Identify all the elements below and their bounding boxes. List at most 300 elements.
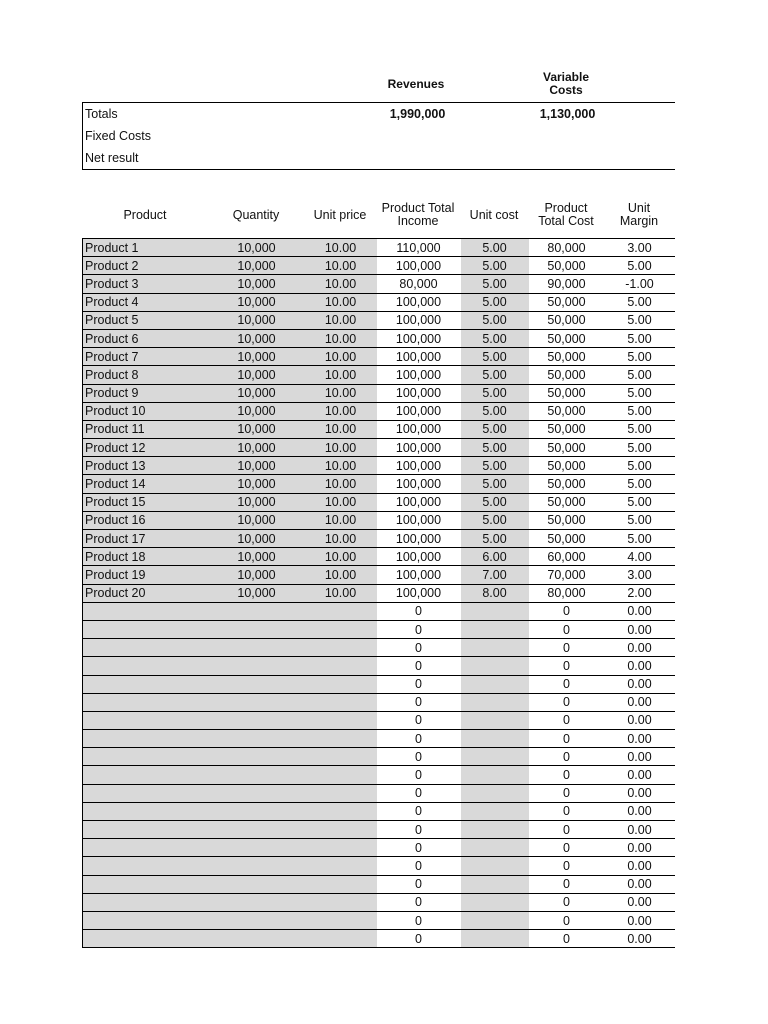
product-name-cell[interactable] [83,911,209,929]
unit-price-cell[interactable]: 10.00 [305,348,377,366]
unit-price-cell[interactable]: 10.00 [305,402,377,420]
unit-price-cell[interactable] [305,839,377,857]
quantity-cell[interactable]: 10,000 [209,475,305,493]
unit-price-cell[interactable] [305,821,377,839]
total-income-cell[interactable]: 100,000 [377,329,461,347]
product-name-cell[interactable] [83,639,209,657]
total-income-cell[interactable]: 100,000 [377,257,461,275]
total-income-cell[interactable]: 0 [377,693,461,711]
summary-variable-costs-cell[interactable] [529,125,605,147]
total-income-cell[interactable]: 0 [377,893,461,911]
unit-cost-column-header[interactable] [460,192,528,238]
unit-price-cell[interactable]: 10.00 [305,420,377,438]
total-income-cell[interactable]: 100,000 [377,420,461,438]
unit-margin-cell[interactable]: 0.00 [605,693,675,711]
total-income-cell[interactable]: 100,000 [377,548,461,566]
variable-costs-header[interactable] [528,66,604,102]
unit-margin-cell[interactable]: 3.00 [605,239,675,257]
quantity-cell[interactable] [209,748,305,766]
unit-price-cell[interactable]: 10.00 [305,384,377,402]
total-income-cell[interactable]: 100,000 [377,530,461,548]
unit-margin-cell[interactable]: 5.00 [605,257,675,275]
unit-margin-cell[interactable]: 0.00 [605,857,675,875]
product-name-cell[interactable] [83,602,209,620]
unit-margin-cell[interactable]: -1.00 [605,275,675,293]
summary-variable-costs-cell[interactable] [529,147,605,170]
total-cost-cell[interactable]: 60,000 [529,548,605,566]
quantity-cell[interactable] [209,893,305,911]
summary-revenues-cell[interactable] [376,147,458,170]
total-income-cell[interactable]: 100,000 [377,384,461,402]
total-cost-cell[interactable]: 0 [529,711,605,729]
unit-cost-cell[interactable]: 5.00 [461,384,529,402]
total-income-cell[interactable]: 0 [377,784,461,802]
unit-price-cell[interactable] [305,748,377,766]
quantity-cell[interactable] [209,711,305,729]
quantity-cell[interactable]: 10,000 [209,257,305,275]
unit-cost-cell[interactable] [461,875,529,893]
product-name-cell[interactable]: Product 10 [83,402,209,420]
unit-margin-cell[interactable]: 0.00 [605,784,675,802]
total-income-cell[interactable]: 100,000 [377,439,461,457]
product-name-cell[interactable]: Product 9 [83,384,209,402]
unit-price-cell[interactable]: 10.00 [305,257,377,275]
product-name-cell[interactable] [83,675,209,693]
unit-margin-cell[interactable]: 0.00 [605,766,675,784]
total-cost-cell[interactable]: 50,000 [529,511,605,529]
unit-price-cell[interactable]: 10.00 [305,584,377,602]
quantity-cell[interactable]: 10,000 [209,239,305,257]
quantity-cell[interactable]: 10,000 [209,366,305,384]
total-income-cell[interactable]: 100,000 [377,311,461,329]
quantity-cell[interactable]: 10,000 [209,420,305,438]
product-name-cell[interactable] [83,839,209,857]
total-cost-cell[interactable]: 50,000 [529,420,605,438]
product-name-cell[interactable]: Product 20 [83,584,209,602]
unit-price-cell[interactable] [305,675,377,693]
unit-cost-cell[interactable] [461,730,529,748]
quantity-cell[interactable]: 10,000 [209,457,305,475]
unit-margin-cell[interactable]: 0.00 [605,748,675,766]
product-name-cell[interactable] [83,620,209,638]
unit-price-cell[interactable]: 10.00 [305,475,377,493]
product-name-cell[interactable] [83,893,209,911]
products-section [82,192,674,948]
unit-price-cell[interactable]: 10.00 [305,493,377,511]
total-income-cell[interactable]: 0 [377,711,461,729]
total-income-cell[interactable]: 0 [377,911,461,929]
product-name-cell[interactable]: Product 15 [83,493,209,511]
unit-cost-cell[interactable]: 5.00 [461,329,529,347]
unit-price-cell[interactable] [305,711,377,729]
unit-cost-cell[interactable] [461,639,529,657]
revenues-header[interactable] [375,66,457,102]
product-name-cell[interactable]: Product 5 [83,311,209,329]
total-cost-cell[interactable]: 0 [529,657,605,675]
unit-price-cell[interactable]: 10.00 [305,366,377,384]
product-name-cell[interactable] [83,693,209,711]
unit-price-cell[interactable] [305,657,377,675]
product-name-cell[interactable]: Product 3 [83,275,209,293]
unit-cost-cell[interactable] [461,766,529,784]
quantity-cell[interactable] [209,911,305,929]
summary-variable-costs-cell[interactable]: 1,130,000 [529,103,605,126]
unit-margin-cell[interactable]: 5.00 [605,329,675,347]
total-income-cell[interactable]: 0 [377,620,461,638]
unit-margin-cell[interactable]: 0.00 [605,675,675,693]
unit-cost-cell[interactable] [461,675,529,693]
unit-price-cell[interactable] [305,766,377,784]
total-cost-cell[interactable]: 50,000 [529,384,605,402]
quantity-cell[interactable] [209,857,305,875]
unit-price-cell[interactable]: 10.00 [305,511,377,529]
product-name-cell[interactable] [83,711,209,729]
product-name-cell[interactable]: Product 1 [83,239,209,257]
table-row [83,839,675,857]
unit-margin-cell[interactable]: 0.00 [605,802,675,820]
total-income-cell[interactable]: 0 [377,602,461,620]
total-income-cell[interactable]: 100,000 [377,402,461,420]
unit-price-cell[interactable] [305,693,377,711]
total-income-cell[interactable]: 100,000 [377,457,461,475]
total-cost-cell[interactable]: 50,000 [529,311,605,329]
summary-row-label[interactable]: Fixed Costs [83,125,376,147]
quantity-cell[interactable]: 10,000 [209,293,305,311]
unit-price-column-header[interactable] [304,192,376,238]
unit-margin-cell[interactable]: 5.00 [605,348,675,366]
unit-cost-cell[interactable] [461,602,529,620]
total-cost-cell[interactable]: 50,000 [529,366,605,384]
quantity-cell[interactable]: 10,000 [209,402,305,420]
total-income-cell[interactable]: 100,000 [377,584,461,602]
unit-margin-cell[interactable]: 0.00 [605,911,675,929]
quantity-cell[interactable]: 10,000 [209,511,305,529]
product-name-cell[interactable] [83,730,209,748]
unit-margin-cell[interactable]: 0.00 [605,657,675,675]
quantity-cell[interactable] [209,766,305,784]
unit-price-cell[interactable] [305,857,377,875]
total-cost-cell[interactable]: 50,000 [529,493,605,511]
total-cost-cell[interactable]: 50,000 [529,457,605,475]
total-income-cell[interactable]: 0 [377,930,461,948]
total-income-cell[interactable]: 0 [377,821,461,839]
unit-cost-cell[interactable] [461,657,529,675]
product-name-cell[interactable]: Product 4 [83,293,209,311]
product-name-cell[interactable] [83,857,209,875]
total-cost-cell[interactable]: 0 [529,766,605,784]
quantity-cell[interactable] [209,693,305,711]
summary-empty-cell[interactable] [458,103,529,126]
total-income-cell[interactable]: 100,000 [377,511,461,529]
total-income-cell[interactable]: 110,000 [377,239,461,257]
total-income-cell[interactable]: 0 [377,839,461,857]
total-income-column-header[interactable] [376,192,460,238]
total-income-cell[interactable]: 100,000 [377,493,461,511]
unit-margin-cell[interactable]: 5.00 [605,420,675,438]
unit-cost-cell[interactable]: 5.00 [461,239,529,257]
unit-cost-cell[interactable]: 7.00 [461,566,529,584]
total-income-cell[interactable]: 80,000 [377,275,461,293]
product-name-cell[interactable]: Product 12 [83,439,209,457]
unit-price-cell[interactable] [305,930,377,948]
unit-margin-cell[interactable]: 5.00 [605,530,675,548]
total-cost-cell[interactable]: 0 [529,821,605,839]
total-cost-cell[interactable]: 80,000 [529,584,605,602]
quantity-cell[interactable]: 10,000 [209,548,305,566]
unit-margin-cell[interactable]: 4.00 [605,548,675,566]
product-name-cell[interactable]: Product 7 [83,348,209,366]
total-income-cell[interactable]: 0 [377,857,461,875]
product-name-cell[interactable] [83,766,209,784]
quantity-cell[interactable]: 10,000 [209,348,305,366]
quantity-cell[interactable]: 10,000 [209,530,305,548]
product-name-cell[interactable]: Product 18 [83,548,209,566]
total-income-cell[interactable]: 100,000 [377,293,461,311]
unit-price-cell[interactable]: 10.00 [305,239,377,257]
quantity-cell[interactable] [209,639,305,657]
total-cost-cell[interactable]: 50,000 [529,475,605,493]
product-name-cell[interactable]: Product 13 [83,457,209,475]
unit-cost-cell[interactable] [461,839,529,857]
unit-cost-cell[interactable]: 5.00 [461,493,529,511]
total-income-cell[interactable]: 0 [377,675,461,693]
unit-cost-cell[interactable] [461,857,529,875]
unit-cost-cell[interactable] [461,693,529,711]
unit-margin-cell[interactable]: 3.00 [605,566,675,584]
total-cost-cell[interactable]: 0 [529,639,605,657]
total-income-cell[interactable]: 0 [377,766,461,784]
total-cost-cell[interactable]: 90,000 [529,275,605,293]
total-income-cell[interactable]: 0 [377,657,461,675]
unit-price-cell[interactable] [305,602,377,620]
summary-empty-cell[interactable] [605,103,675,126]
product-name-cell[interactable] [83,875,209,893]
product-name-cell[interactable] [83,657,209,675]
total-cost-cell[interactable]: 0 [529,748,605,766]
total-income-cell[interactable]: 0 [377,730,461,748]
quantity-cell[interactable]: 10,000 [209,329,305,347]
unit-price-cell[interactable]: 10.00 [305,275,377,293]
quantity-cell[interactable]: 10,000 [209,566,305,584]
unit-price-cell[interactable] [305,730,377,748]
quantity-cell[interactable]: 10,000 [209,439,305,457]
summary-empty-cell[interactable] [605,125,675,147]
unit-cost-cell[interactable] [461,911,529,929]
quantity-cell[interactable] [209,875,305,893]
unit-margin-cell[interactable]: 5.00 [605,366,675,384]
quantity-cell[interactable] [209,675,305,693]
quantity-cell[interactable] [209,657,305,675]
summary-empty-cell[interactable] [458,147,529,170]
quantity-column-header[interactable] [208,192,304,238]
total-cost-cell[interactable]: 0 [529,839,605,857]
total-cost-cell[interactable]: 50,000 [529,293,605,311]
unit-margin-cell[interactable]: 0.00 [605,639,675,657]
unit-margin-cell[interactable]: 2.00 [605,584,675,602]
unit-price-cell[interactable] [305,893,377,911]
unit-price-cell[interactable]: 10.00 [305,293,377,311]
unit-cost-cell[interactable] [461,748,529,766]
summary-empty-cell[interactable] [605,147,675,170]
unit-margin-cell[interactable]: 0.00 [605,839,675,857]
quantity-cell[interactable] [209,784,305,802]
unit-price-cell[interactable]: 10.00 [305,329,377,347]
unit-cost-cell[interactable]: 5.00 [461,257,529,275]
quantity-cell[interactable]: 10,000 [209,493,305,511]
unit-price-cell[interactable] [305,639,377,657]
product-name-cell[interactable] [83,748,209,766]
unit-cost-cell[interactable]: 5.00 [461,420,529,438]
unit-cost-cell[interactable]: 6.00 [461,548,529,566]
unit-margin-cell[interactable]: 0.00 [605,602,675,620]
unit-price-cell[interactable] [305,802,377,820]
total-cost-cell[interactable]: 0 [529,784,605,802]
unit-cost-cell[interactable] [461,821,529,839]
total-income-cell[interactable]: 100,000 [377,366,461,384]
unit-margin-cell[interactable]: 5.00 [605,402,675,420]
unit-margin-cell[interactable]: 0.00 [605,821,675,839]
unit-cost-cell[interactable] [461,620,529,638]
unit-price-cell[interactable] [305,620,377,638]
total-cost-cell[interactable]: 80,000 [529,239,605,257]
product-name-cell[interactable] [83,821,209,839]
unit-price-cell[interactable] [305,911,377,929]
product-name-cell[interactable]: Product 19 [83,566,209,584]
unit-cost-cell[interactable]: 5.00 [461,530,529,548]
product-name-cell[interactable] [83,930,209,948]
unit-price-cell[interactable]: 10.00 [305,548,377,566]
unit-cost-cell[interactable] [461,893,529,911]
total-cost-cell[interactable]: 0 [529,930,605,948]
total-cost-cell[interactable]: 0 [529,602,605,620]
total-income-cell[interactable]: 100,000 [377,348,461,366]
summary-section [82,66,674,170]
total-income-cell[interactable]: 0 [377,748,461,766]
unit-cost-cell[interactable] [461,930,529,948]
total-cost-column-header[interactable] [528,192,604,238]
total-cost-cell[interactable]: 0 [529,875,605,893]
unit-margin-cell[interactable]: 0.00 [605,930,675,948]
unit-cost-cell[interactable] [461,802,529,820]
unit-cost-cell[interactable]: 5.00 [461,439,529,457]
quantity-cell[interactable]: 10,000 [209,275,305,293]
unit-cost-cell[interactable]: 5.00 [461,293,529,311]
summary-row-label[interactable]: Net result [83,147,376,170]
unit-margin-cell[interactable]: 5.00 [605,439,675,457]
total-income-cell[interactable]: 0 [377,802,461,820]
unit-margin-cell[interactable]: 0.00 [605,893,675,911]
unit-margin-cell[interactable]: 0.00 [605,875,675,893]
total-cost-cell[interactable]: 0 [529,693,605,711]
unit-margin-cell[interactable]: 5.00 [605,457,675,475]
total-cost-cell[interactable]: 0 [529,620,605,638]
unit-cost-cell[interactable] [461,711,529,729]
unit-cost-cell[interactable]: 5.00 [461,475,529,493]
unit-cost-cell[interactable]: 5.00 [461,457,529,475]
product-name-cell[interactable] [83,784,209,802]
unit-margin-cell[interactable]: 5.00 [605,511,675,529]
product-name-cell[interactable]: Product 17 [83,530,209,548]
unit-margin-cell[interactable]: 0.00 [605,711,675,729]
unit-margin-column-header[interactable] [604,192,674,238]
unit-cost-cell[interactable]: 5.00 [461,275,529,293]
quantity-cell[interactable]: 10,000 [209,384,305,402]
unit-cost-cell[interactable] [461,784,529,802]
total-cost-cell[interactable]: 0 [529,802,605,820]
total-cost-cell[interactable]: 50,000 [529,348,605,366]
unit-margin-cell[interactable]: 0.00 [605,730,675,748]
total-cost-cell[interactable]: 50,000 [529,402,605,420]
total-income-cell[interactable]: 100,000 [377,475,461,493]
quantity-cell[interactable] [209,839,305,857]
unit-price-cell[interactable] [305,784,377,802]
quantity-cell[interactable]: 10,000 [209,584,305,602]
unit-price-cell[interactable]: 10.00 [305,311,377,329]
summary-empty-cell[interactable] [458,125,529,147]
product-column-header[interactable] [82,192,208,238]
quantity-cell[interactable] [209,821,305,839]
unit-cost-cell[interactable]: 5.00 [461,366,529,384]
total-cost-cell[interactable]: 50,000 [529,257,605,275]
total-cost-cell[interactable]: 50,000 [529,530,605,548]
product-name-cell[interactable]: Product 11 [83,420,209,438]
quantity-cell[interactable] [209,602,305,620]
quantity-cell[interactable] [209,620,305,638]
total-income-cell[interactable]: 0 [377,639,461,657]
summary-revenues-cell[interactable] [376,125,458,147]
unit-cost-cell[interactable]: 5.00 [461,348,529,366]
summary-revenues-cell[interactable]: 1,990,000 [376,103,458,126]
unit-cost-cell[interactable]: 8.00 [461,584,529,602]
unit-margin-cell[interactable]: 5.00 [605,475,675,493]
total-cost-cell[interactable]: 0 [529,893,605,911]
unit-price-cell[interactable]: 10.00 [305,457,377,475]
total-cost-cell[interactable]: 0 [529,857,605,875]
total-cost-cell[interactable]: 50,000 [529,439,605,457]
unit-cost-cell[interactable]: 5.00 [461,511,529,529]
total-income-cell[interactable]: 0 [377,875,461,893]
total-cost-cell[interactable]: 50,000 [529,329,605,347]
product-name-cell[interactable]: Product 14 [83,475,209,493]
unit-price-cell[interactable] [305,875,377,893]
quantity-cell[interactable] [209,730,305,748]
total-cost-cell[interactable]: 0 [529,675,605,693]
product-name-cell[interactable]: Product 6 [83,329,209,347]
total-cost-cell[interactable]: 70,000 [529,566,605,584]
total-cost-cell[interactable]: 0 [529,730,605,748]
product-name-cell[interactable] [83,802,209,820]
quantity-cell[interactable] [209,930,305,948]
unit-cost-cell[interactable]: 5.00 [461,311,529,329]
unit-margin-cell[interactable]: 5.00 [605,311,675,329]
unit-margin-cell[interactable]: 5.00 [605,293,675,311]
unit-cost-cell[interactable]: 5.00 [461,402,529,420]
quantity-cell[interactable]: 10,000 [209,311,305,329]
summary-row-label[interactable]: Totals [83,103,376,126]
unit-price-cell[interactable]: 10.00 [305,439,377,457]
unit-price-cell[interactable]: 10.00 [305,566,377,584]
total-income-cell[interactable]: 100,000 [377,566,461,584]
unit-margin-cell[interactable]: 5.00 [605,493,675,511]
product-name-cell[interactable]: Product 2 [83,257,209,275]
total-cost-cell[interactable]: 0 [529,911,605,929]
unit-margin-cell[interactable]: 0.00 [605,620,675,638]
unit-margin-cell[interactable]: 5.00 [605,384,675,402]
product-name-cell[interactable]: Product 8 [83,366,209,384]
unit-price-cell[interactable]: 10.00 [305,530,377,548]
product-name-cell[interactable]: Product 16 [83,511,209,529]
quantity-cell[interactable] [209,802,305,820]
